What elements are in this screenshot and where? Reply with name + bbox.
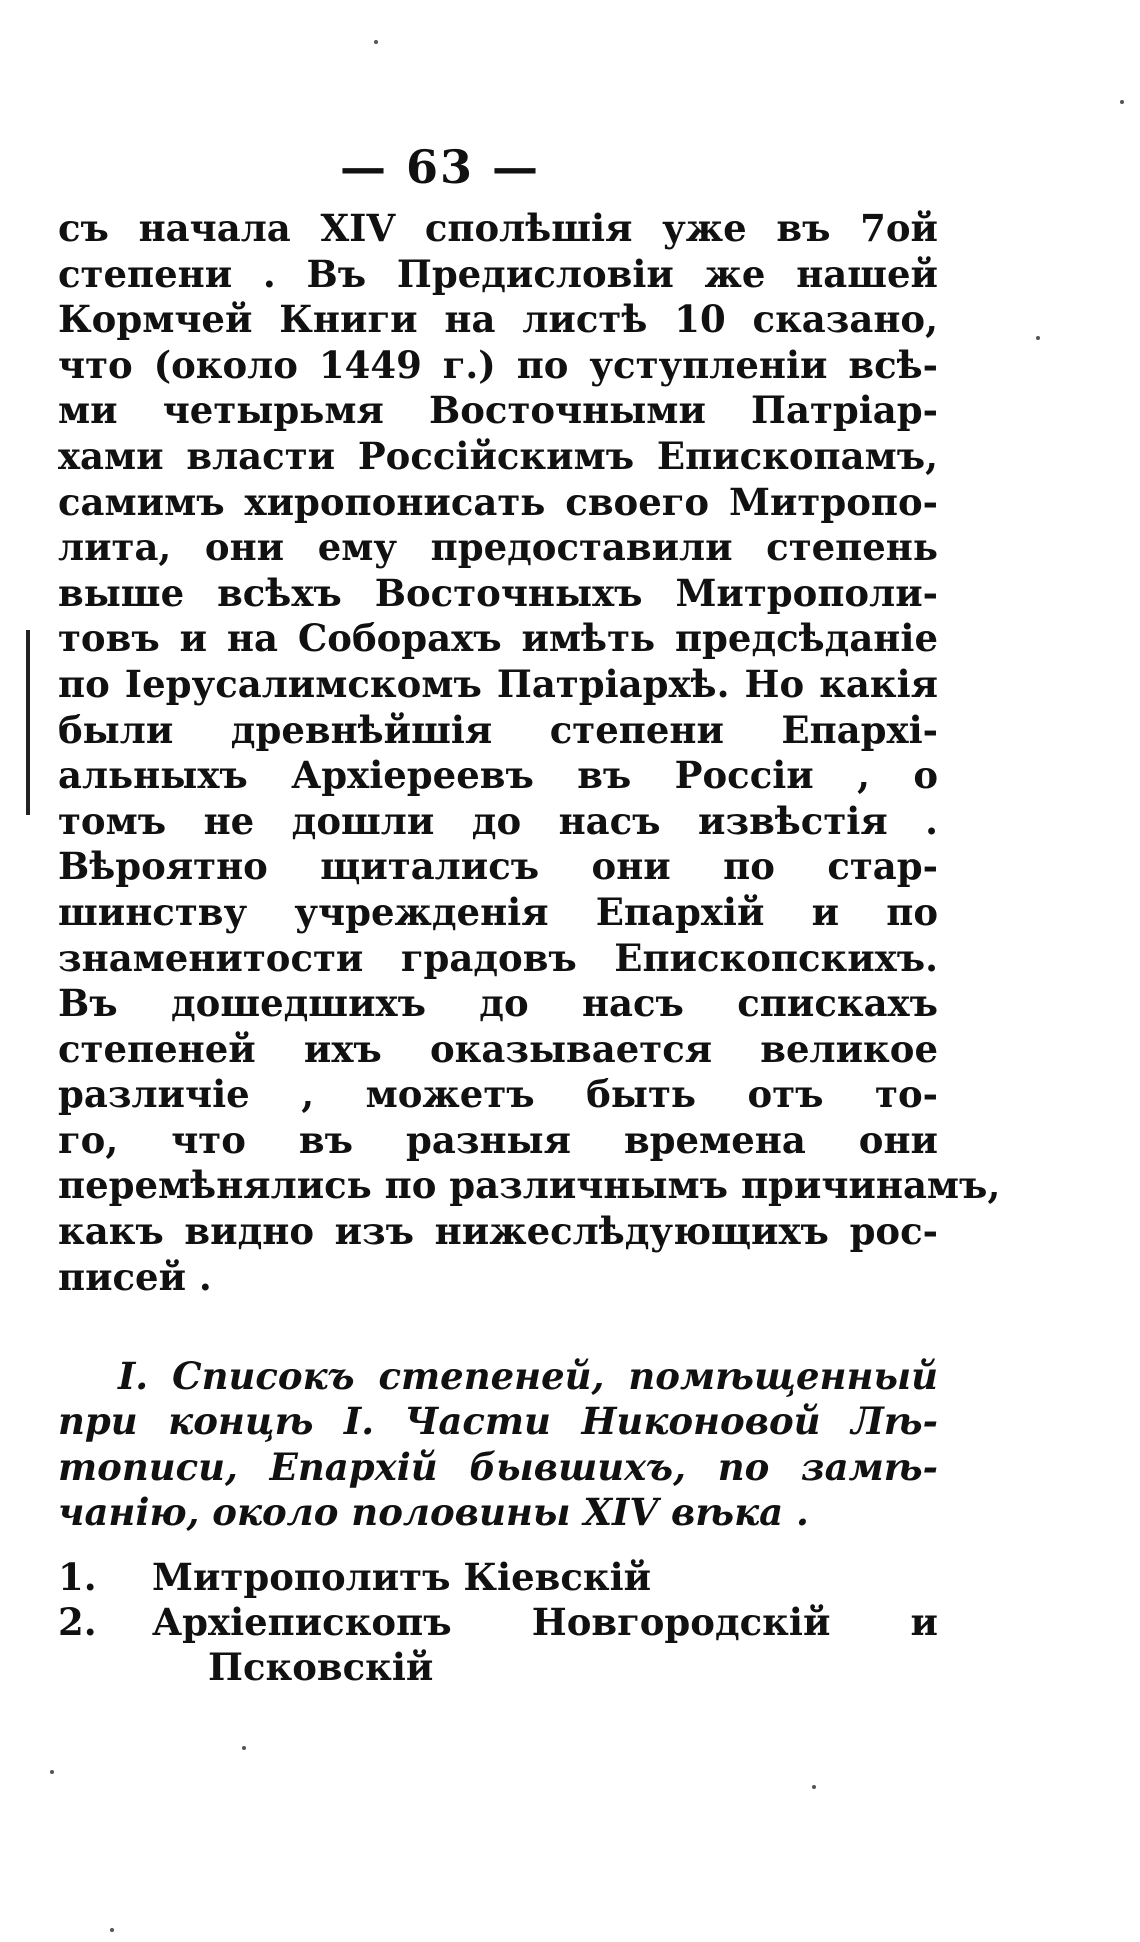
- text-line: по Іерусалимскомъ Патріархѣ. Но какія: [58, 661, 938, 706]
- text-line: альныхъ Архіереевъ въ Россіи , о: [58, 753, 938, 798]
- text-line: что (около 1449 г.) по уступленіи всѣ-: [58, 342, 938, 387]
- text-line: съ начала XIV сполѣшія уже въ 7ой: [58, 206, 938, 250]
- heading-line: тописи, Епархій бывшихъ, по замѣ-: [58, 1444, 938, 1489]
- text-line: хами власти Россійскимъ Епископамъ,: [58, 433, 938, 478]
- text-line: знаменитости градовъ Епископскихъ.: [58, 935, 938, 980]
- scan-speck: [1036, 336, 1040, 340]
- scan-speck: [812, 1785, 816, 1789]
- text-line: шинству учрежденія Епархій и по: [58, 889, 938, 934]
- page-number: — 63 —: [339, 140, 541, 194]
- list-item-number: 2.: [58, 1600, 97, 1644]
- list-item-number: 1.: [58, 1555, 97, 1599]
- text-line: степени . Въ Предисловіи же нашей: [58, 251, 938, 296]
- heading-line: чанію, около половины XIV вѣка .: [58, 1490, 809, 1535]
- text-line: выше всѣхъ Восточныхъ Митрополи-: [58, 570, 938, 615]
- scan-speck: [374, 40, 378, 44]
- list-item-text: Митрополитъ Кіевскій: [152, 1555, 652, 1599]
- scan-speck: [50, 1770, 54, 1774]
- text-line: Кормчей Книги на листѣ 10 сказано,: [58, 297, 938, 342]
- text-line: различіе , можетъ быть отъ то-: [58, 1072, 938, 1117]
- list-item-continuation: Псковскій: [208, 1645, 434, 1689]
- heading-line: I. Списокъ степеней, помѣщенный: [118, 1354, 938, 1398]
- text-line: томъ не дошли до насъ извѣстія .: [58, 798, 938, 843]
- text-line: Вѣроятно щиталисъ они по стар-: [58, 844, 938, 889]
- rank-list: [58, 1555, 938, 1690]
- text-line: самимъ хиропонисать своего Митропо-: [58, 479, 938, 524]
- text-line: лита, они ему предоставили степень: [58, 525, 938, 570]
- text-line: степеней ихъ оказывается великое: [58, 1026, 938, 1071]
- text-line: перемѣнялись по различнымъ причинамъ,: [58, 1163, 1001, 1208]
- margin-rule: [26, 630, 30, 815]
- text-line: писей .: [58, 1254, 212, 1299]
- text-line: го, что въ разныя времена они: [58, 1117, 938, 1162]
- text-line: были древнѣйшія степени Епархі-: [58, 707, 938, 752]
- list-item: [58, 1555, 938, 1600]
- scan-speck: [110, 1928, 114, 1932]
- scan-speck: [242, 1746, 246, 1750]
- text-line: товъ и на Соборахъ имѣть предсѣданіе: [58, 616, 938, 661]
- heading-line: при концѣ I. Части Никоновой Лѣ-: [58, 1399, 938, 1444]
- section-heading: [58, 1354, 938, 1536]
- scan-speck: [1120, 100, 1124, 104]
- list-item-text: Архіепископъ Новгородскій и: [152, 1600, 938, 1644]
- list-item: [58, 1600, 938, 1645]
- text-line: ми четырьмя Восточными Патріар-: [58, 388, 938, 433]
- text-line: Въ дошедшихъ до насъ спискахъ: [58, 981, 938, 1026]
- text-line: какъ видно изъ нижеслѣдующихъ рос-: [58, 1209, 938, 1254]
- body-paragraph: [58, 206, 1001, 1300]
